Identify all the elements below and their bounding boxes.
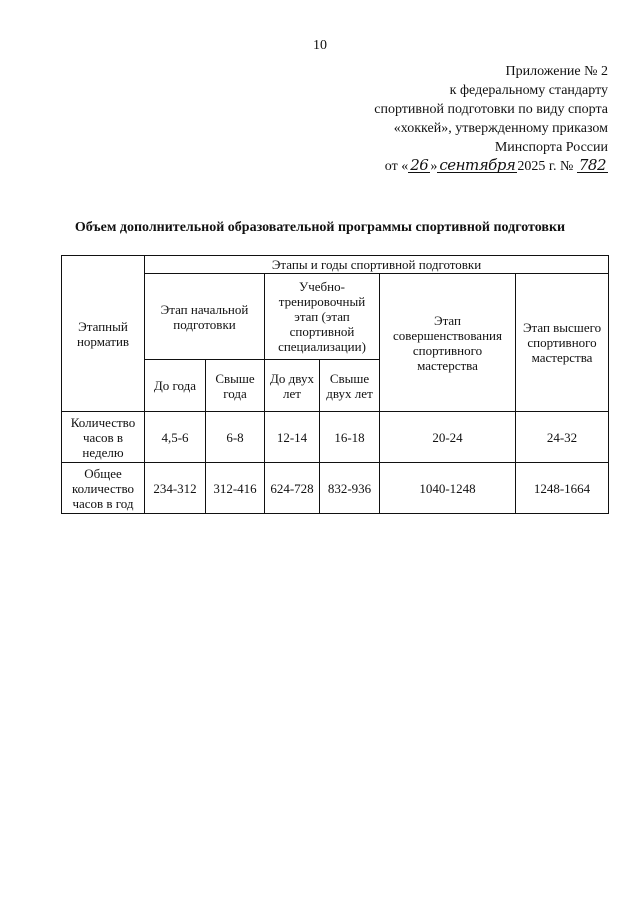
table-row [62,412,609,463]
subheader-over-two-years: Свыше двух лет [320,360,380,412]
date-day: 26 [410,156,429,174]
program-volume-table [61,255,609,514]
table-cell: 624-728 [265,463,320,514]
appendix-line-3: спортивной подготовки по виду спорта [374,102,608,117]
table-cell: 832-936 [320,463,380,514]
table-cell: 20-24 [380,412,516,463]
appendix-line-4: «хоккей», утвержденному приказом [393,121,608,136]
header-higher-stage: Этап высшего спортивного мастерства [516,274,609,412]
appendix-title: Приложение № 2 [505,64,608,79]
date-prefix: от « [384,159,409,174]
table-cell: 16-18 [320,412,380,463]
subheader-over-year: Свыше года [206,360,265,412]
order-date-line [308,157,608,176]
document-title: Объем дополнительной образовательной программы спортивной подготовки [74,220,566,235]
date-year: 2025 г. № [517,159,574,174]
row-label: Количество часов в неделю [62,412,145,463]
row-label: Общее количество часов в год [62,463,145,514]
appendix-line-5: Минспорта России [494,140,608,155]
header-improvement-stage: Этап совершенствования спортивного мастерства [380,274,516,412]
date-mid: » [430,159,438,174]
table-cell: 234-312 [145,463,206,514]
table-cell: 12-14 [265,412,320,463]
header-training-stage: Учебно-тренировочный этап (этап спортивной специализации) [265,274,380,360]
table-cell: 1040-1248 [380,463,516,514]
table-cell: 312-416 [206,463,265,514]
header-norm: Этапный норматив [62,256,145,412]
table-row [62,463,609,514]
header-stages: Этапы и годы спортивной подготовки [145,256,609,274]
subheader-upto-two-years: До двух лет [265,360,320,412]
appendix-header [308,62,608,176]
table-cell: 4,5-6 [145,412,206,463]
table-cell: 1248-1664 [516,463,609,514]
date-month: сентября [439,156,516,174]
table-cell: 24-32 [516,412,609,463]
appendix-line-2: к федеральному стандарту [449,83,608,98]
table-cell: 6-8 [206,412,265,463]
subheader-upto-year: До года [145,360,206,412]
order-number: 782 [578,156,606,174]
header-initial-stage: Этап начальной подготовки [145,274,265,360]
page-number: 10 [313,38,327,53]
